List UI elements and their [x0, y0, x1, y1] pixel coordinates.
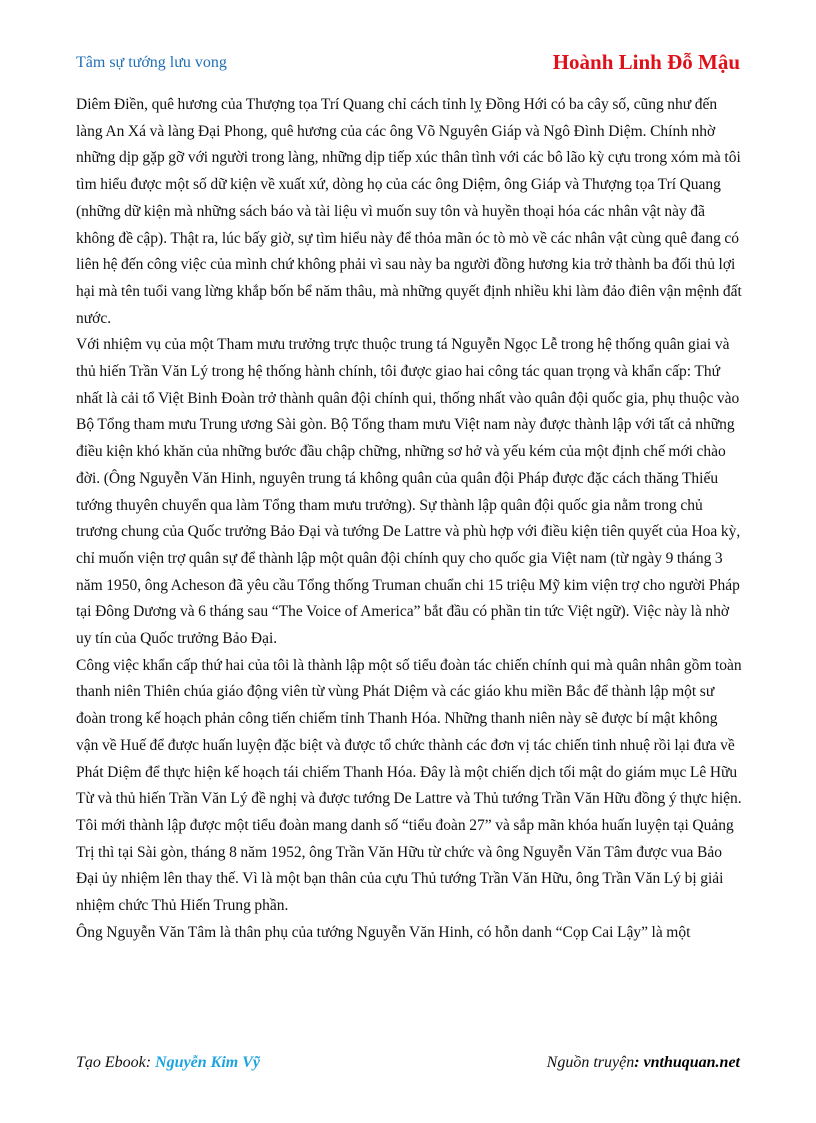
ebook-label: Tạo Ebook — [76, 1054, 146, 1071]
page-header — [76, 50, 740, 76]
paragraph: Diêm Điền, quê hương của Thượng tọa Trí Quang chỉ cách tỉnh lỵ Đồng Hới có ba cây số, cũng như đến làng An Xá và làng Đại Phong, quê hương của các ông Võ Nguyên Giáp và Ngô Đình Diệm. Chính nhờ những dịp gặp gỡ với người trong làng, những dịp tiếp xúc thân tình với các bô lão kỳ cựu trong xóm mà tôi tìm hiểu được một số dữ kiện về xuất xứ, dòng họ của các ông Diệm, ông Giáp và Thượng tọa Trí Quang (những dữ kiện mà những sách báo và tài liệu vì muốn suy tôn và huyền thoại hóa các nhân vật này đã không đề cập). Thật ra, lúc bấy giờ, sự tìm hiểu này để thỏa mãn óc tò mò về các nhân vật cùng quê đang có liên hệ đến công việc của mình chứ không phải vì sau này ba người đồng hương kia trở thành ba đối thủ lợi hại mà tên tuổi vang lừng khắp bốn bể năm thâu, mà những quyết định nhiều khi làm đảo điên vận mệnh đất nước. — [76, 96, 742, 327]
ebook-creator-link[interactable]: Nguyễn Kim Vỹ — [155, 1054, 260, 1071]
page-footer — [76, 1054, 740, 1076]
paragraph: Ông Nguyễn Văn Tâm là thân phụ của tướng Nguyễn Văn Hinh, có hỗn danh “Cọp Cai Lậy” là một — [76, 923, 691, 941]
body-text — [76, 92, 742, 947]
book-title: Tâm sự tướng lưu vong — [76, 54, 227, 71]
source-site-link[interactable]: vnthuquan.net — [643, 1054, 740, 1071]
paragraph: Với nhiệm vụ của một Tham mưu trưởng trực thuộc trung tá Nguyễn Ngọc Lễ trong hệ thống quân giai và thủ hiến Trần Văn Lý trong hệ thống hành chính, tôi được giao hai công tác quan trọng và khẩn cấp: Thứ nhất là cải tổ Việt Binh Đoàn trở thành quân đội chính qui, thống nhất vào quân đội quốc gia, phụ thuộc vào Bộ Tổng tham mưu Trung ương Sài gòn. Bộ Tổng tham mưu Việt nam này được thành lập với tất cả những điều kiện khó khăn của những bước đầu chập chững, những sơ hở và yếu kém của một định chế mới chào đời. (Ông Nguyễn Văn Hinh, nguyên trung tá không quân của quân đội Pháp được đặc cách thăng Thiếu tướng thuyên chuyển qua làm Tổng tham mưu trưởng). Sự thành lập quân đội quốc gia nằm trong chủ trương chung của Quốc trưởng Bảo Đại và tướng De Lattre và phù hợp với điều kiện tiên quyết của Hoa kỳ, chỉ muốn viện trợ quân sự để thành lập một quân đội chính quy cho quốc gia Việt nam (từ ngày 9 tháng 3 năm 1950, ông Acheson đã yêu cầu Tổng thống Truman chuẩn chi 15 triệu Mỹ kim viện trợ cho người Pháp tại Đông Dương và 6 tháng sau “The Voice of America” bắt đầu có phần tin tức Việt ngữ). Việc này là nhờ uy tín của Quốc trưởng Bảo Đại. — [76, 336, 741, 648]
source-separator: : — [634, 1054, 644, 1071]
ebook-separator: : — [145, 1054, 156, 1071]
ebook-credit — [76, 1054, 260, 1072]
source-label: Nguồn truyện — [546, 1054, 635, 1071]
source-credit — [547, 1054, 740, 1072]
paragraph: Công việc khẩn cấp thứ hai của tôi là thành lập một số tiểu đoàn tác chiến chính qui mà quân nhân gồm toàn thanh niên Thiên chúa giáo động viên từ vùng Phát Diệm và các giáo khu miền Bắc để thành lập một sư đoàn trong kế hoạch phản công tiến chiếm tỉnh Thanh Hóa. Những thanh niên này sẽ được bí mật không vận về Huế để được huấn luyện đặc biệt và được tổ chức thành các đơn vị tác chiến tinh nhuệ rồi lại đưa về Phát Diệm để thực hiện kế hoạch tái chiếm Thanh Hóa. Đây là một chiến dịch tối mật do giám mục Lê Hữu Từ và thủ hiến Trần Văn Lý đề nghị và được tướng De Lattre và Thủ tướng Trần Văn Hữu đồng ý thực hiện. Tôi mới thành lập được một tiểu đoàn mang danh số “tiểu đoàn 27” và sắp mãn khóa huấn luyện tại Quảng Trị thì tại Sài gòn, tháng 8 năm 1952, ông Trần Văn Hữu từ chức và ông Nguyễn Văn Tâm được vua Bảo Đại ủy nhiệm lên thay thế. Vì là một bạn thân của cựu Thủ tướng Trần Văn Hữu, ông Trần Văn Lý bị giải nhiệm chức Thủ Hiến Trung phần. — [76, 656, 742, 915]
author-name: Hoành Linh Đỗ Mậu — [552, 50, 740, 74]
